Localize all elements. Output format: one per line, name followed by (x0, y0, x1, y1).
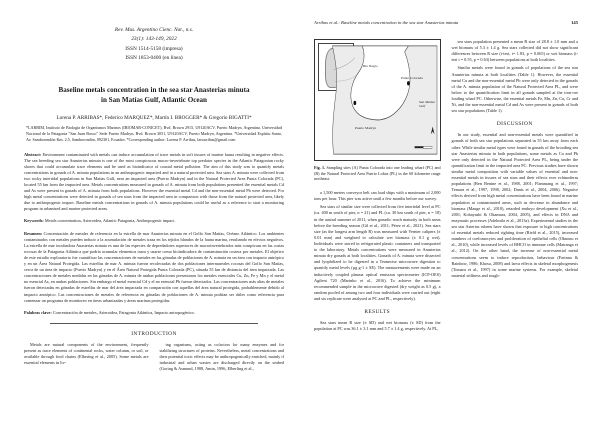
results-paragraph-3: Similar metals were found in gonads of populations of the sea star Anasterias minuta at both localities (Table 1). However, the essential metal Cu and the non-essential metal Pb were only detected in the gonads of the A. minuta population of the Natural Protected Area PL, and were below to the quantification limit in all gonads sampled at the iron-ore loading wharf PC. Otherwise, the essential metals Fe, Mn, Zn, Cu, Cr and Ni, and the non-essential metal Cd and As were present in gonads of both sea star populations (Table 1). (451, 65, 578, 114)
abstract-text: Environment contaminated with metals can induce accumulation of trace metals in soft tissues of marine fauna resulting in negative effects. The sea breeding sea star Anasterias minuta is one of the most conspicuous macro-invertebrate top predator species in the Atlantic Patagonian rocky shores that could accumulate trace elements and be used as bioindicator of coastal metal pollution. The aim of this study was to quantify metals concentrations in gonads of A. minuta populations in an anthropogenic impacted and in a natural protected area. Sea stars A. minuta were collected from two rocky intertidal populations in San Matías Gulf, near an impacted area (Puerto Madryn) and in the Natural Protected Area Punta Colorada (PC), located 55 km from the impacted area. Metals concentrations measured in gonads of A. minuta from both populations presented the essential metals Cd and As were present in gonads of A. minuta from both populations. However the essential metal Cd and the non-essential metal Pb were detected. For high metal concentrations were detected in gonads of sea stars from the impacted area in comparison with those from the natural protected area, likely due to anthropogenic impact. Baseline metals concentrations in gonads of A. minuta populations could be useful as a reference to start a monitoring program in urbanised and marine protected areas. (24, 151, 285, 212)
figure-1-label: Fig. 1. (314, 165, 326, 170)
section-divider (50, 323, 258, 324)
author-affiliations: *LARBIM, Instituto de Biología de Organismos Marinos (IBIOMAR-CONICET), Bvd. Brown 2915, U9120ACV, Puerto Madryn, Argentina. Universidad Nacional de la Patagonia "San Juan Bosco" Sede Puerto Madryn, Bvd. Brown 3051, U9120ACV, Puerto Madryn, Argentina. *Universidad Espíritu Santo, Av. Samborondón Km. 2,5, Samborondón, 092301, Ecuador. *Corresponding author: Lorena P. Arribas, larsarribas@gmail.com (26, 125, 282, 143)
title-line-1: Baseline metals concentration in the sea star Anasterias minuta (58, 86, 250, 95)
map-label-gulf: San Matías Gulf (419, 100, 435, 108)
left-column-1 (24, 342, 149, 373)
results-heading: RESULTS (364, 309, 391, 316)
map-label-puerto-madryn: Puerto Madryn (355, 126, 377, 130)
journal-issn-online: ISSN 1853-0400 (en línea) (125, 54, 183, 61)
journal-issn-print: ISSN 1514-5158 (impresa) (125, 45, 183, 52)
journal-volume: 23(1): 143-149, 2022 (131, 36, 177, 43)
results-paragraph-1: Sea stars mean R size (± SD) and wet biomass (± SD) from the population at PC was 36.1 ± 3.1 mm and 5.7 ± 1.4 g, respectively. At PL, (314, 320, 441, 332)
author-list: Lorena P. ARRIBAS*, Federico MARQUEZ*, Martín I. BROGGER* & Gregorio BIGATTI* (56, 114, 252, 121)
keywords-block (24, 218, 284, 224)
map-label-punta-colorada: Punta Colorada (401, 76, 423, 80)
journal-name: Rev. Mus. Argentino Cienc. Nat., n.s. (114, 27, 194, 33)
resumen-label: Resumen: (24, 231, 43, 237)
left-page-columns (24, 342, 284, 373)
right-column-1 (314, 39, 441, 332)
right-page (300, 0, 600, 433)
page-number: 145 (571, 20, 578, 25)
left-column-2 (160, 342, 285, 373)
figure-1-caption (314, 165, 441, 182)
right-column-2 (452, 39, 579, 332)
discussion-paragraph-1: In our study, essential and non-essential metals were quantified in gonads of both sea star populations separated in 55 km away from each other. While similar metal types were found in gonads of the brooding sea star Anasterias minuta in both populations, some metals as Cu and Pb were only detected in the Natural Protected Area PL, being under the quantification limit in the impacted area PC. Previous studies have shown similar metal composition with variable values of essential and non-essential metals in tissues of sea stars and their effects over echinoderm populations (Ben Benine et al., 1988, 2001; Flammang et al., 1997; Temara et al., 1997, 1998, 2002; Danis et al., 2004, 2006). Negative effects derived from high metal concentrations have been found in marine population at contaminated areas, such as decrease in abundance and biomass (Mauge et al., 2010), retarded embryo development (Xu et al., 2001; Kobayashi & Okamura, 2004, 2005), and effects in DNA and enzymatic processes (Adelmila et al., 2013a). Experimental studies in the sea star Asterias rubens have shown that exposure to high concentrations of essential metals reduced righting time (Rield et al., 2015), increased numbers of coelomocytes and proliferation of epithelial cells (Oknonu et al., 2010), while increased levels of BHCO in immune cells (Matranga et al., 2012). On the other hand, the increase of non-essential metal concentrations seem to induce reproduction, behaviour (Farinna & Rainbow, 1986; Khosu, 2008) and larva effects in skeletal morphogenesis (Tomara et al., 1997) in some marine systems. For example, skeletal material stiffness and tough- (451, 132, 578, 278)
running-head-text: Arribas et al.: Baseline metals concentration in the sea star Anasterias minuta (314, 20, 459, 25)
right-page-columns (314, 39, 578, 332)
map-label-rio-negro: Río Negro (363, 64, 378, 68)
discussion-heading: DISCUSSION (496, 121, 533, 128)
intro-paragraph-col1: Metals are natural components of the environment, frequently present as trace elements of continental rocks, water column, or soil, or available through food chains (Elbering et al., 2005). Some metals are essential elements in liv- (24, 341, 149, 365)
page-title (28, 85, 280, 106)
palabras-clave-block (24, 310, 284, 316)
methods-paragraph-2: Sea stars of similar size were collected from five intertidal level at PC (ca. 400 m south of pier, n = 21) and PL (ca. 30 km south of pier, n = 18) in the austral summer of 2011, when gonadic reach maturity in both areas before the breeding season (Gil et al., 2011; Pérez et al., 2021). Sea stars size (as the longest arm length R) was measured with Vernier calipers (± 0.01 mm) and weighted to calculate wet biomass (± 0.1 g wet). Individuals were stored in refrigerated plastic containers and transported to the laboratory. Metals concentrations were measured in Anasterias minuta dry gonads at both localities. Gonads of A. minuta were dissected and lyophilized to be digested in a Teamwise microwave digestion to quantify metal levels (µg g-1 ± SE). The measurements were made on an inductively coupled plasma optical emission spectrometer (ICP-OES) Agilent 720 (Marinho et al., 2016). To achieve the minimum recommended sample in the microwave digested (dry weight as 0.5 g), a random pooled of among two and four individuals were carried out (eight and six replicate were analysed at PC and PL, respectively). (314, 204, 441, 302)
intro-paragraph-col2: ing organisms, acting as cofactors for many enzymes and for stabilizing structures of proteins. Nevertheless, metal concentrations and their potential toxic effects may be anthropogenically enriched, mainly if industrial and urban wastes are discharged directly on the seabed (Goring & Asmund, 1988, Amin, 1996, Elberling et al., (159, 341, 284, 372)
abstract-block (24, 152, 284, 212)
palabras-clave-text: Concentración de metales, Asteroidea, Patagonia Atlántica, Impacto antropogénico. (52, 309, 195, 315)
abstract-label: Abstract: (24, 151, 42, 157)
figure-1-map (314, 39, 441, 161)
keywords-text: Metals concentration, Asteroidea, Atlantic Patagonia, Anthropogenic impact. (44, 218, 176, 224)
resumen-text: Concentración de metales de referencia en la estrella de mar Anasterias minuta en el Golfo San Matías, Océano Atlántico. Los ambientes contaminados con metales pueden inducir a la acumulación de metales traza en los tejidos blandos de la fauna marina, resultando en efectos negativos. La estrella de mar incubadora Anasterias minuta es una de las especies de depredadores superiores de macroinvertebrados más conspicuas en las costas rocosas de la Patagonia Atlántica que podría acumular elementos traza y usarse como bioindicadora de contaminación costera por metales. El objetivo de este estudio exploratorio fue cuantificar las concentraciones de metales en las gónadas de poblaciones de A. minuta en un área con impacto antrópico y en un Área Natural Protegida. Las estrellas de mar A. minuta fueron recolectadas de dos poblaciones intermareales rocosas del Golfo San Matías, cerca de un área de impacto (Puerto Madryn) y en el Área Natural Protegida Punta Colorada (PC), situada 55 km de distancia del área impactada. Las concentraciones de metales medidas en las gónadas de A. minuta de ambas poblaciones presentaron los metales esenciales Cu, Zn, Fe y Mn y el metal no esencial As, en ambas poblaciones. Sin embargo el metal esencial Cd y el no esencial Pb fueron detectados. Las concentraciones más altas de metales fueron detectadas en gónadas de estrellas de mar del área impactada en comparación con aquellas del área natural protegida, probablemente debido al impacto antrópico. Las concentraciones de metales de referencia en gónadas de poblaciones de A. minuta podrían ser útiles como referencia para comenzar un programa de monitoreo en áreas urbanizadas y áreas marinas protegidas. (24, 231, 285, 303)
introduction-heading: INTRODUCTION (131, 330, 177, 337)
figure-1-caption-text: Sampling sites (A) Punta Colorada into one leading wharf (PC) and (B) the Natural Protected Area Puerto Lobos (PL) in the 60 kilometre range northeast. (314, 165, 441, 182)
palabras-clave-label: Palabras clave: (24, 309, 52, 315)
running-head (314, 20, 578, 25)
resumen-block (24, 231, 284, 303)
title-line-2: in San Matías Gulf, Atlantic Ocean (100, 96, 208, 105)
journal-masthead (24, 26, 284, 63)
keywords-label: Keywords: (24, 218, 44, 224)
results-paragraph-2: sea stars population presented a mean R size of 28.8 ± 1.0 mm and a wet biomass of 5.3 ± 1.4 g. Sea stars collected did not show significant differences between R size (t-test, t= 1.83, p = 0.065) or wet biomass (t-test t = 0.55, p = 0.63) between populations at both localities. (451, 39, 578, 63)
methods-paragraph-1: a 1,500 meters conveyor belt can load ships with a maximum of 2,000 tons per hour. This pier was active until a few months before our survey. (314, 190, 441, 202)
